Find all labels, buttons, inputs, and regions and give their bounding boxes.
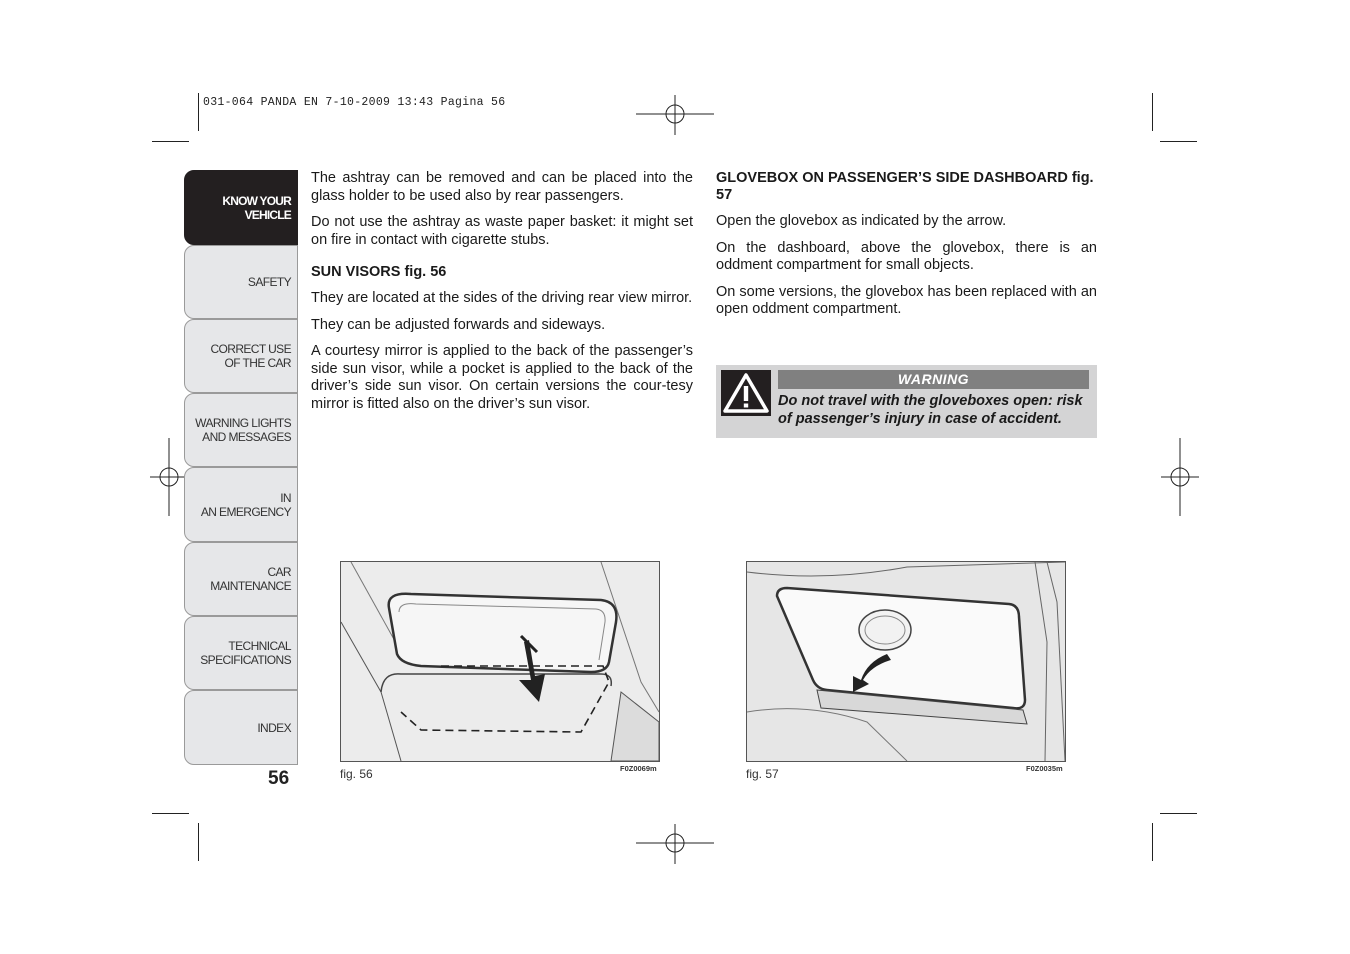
warning-triangle-icon (721, 370, 771, 416)
registration-mark-icon (636, 95, 714, 135)
tab-know-your-vehicle[interactable] (184, 170, 298, 245)
tab-label: CORRECT USE OF THE CAR (210, 342, 291, 370)
section-heading: GLOVEBOX ON PASSENGER’S SIDE DASHBOARD fig. 57 (716, 170, 1094, 203)
tab-in-an-emergency[interactable] (184, 467, 298, 542)
tab-safety[interactable] (184, 245, 298, 319)
tab-label: TECHNICAL SPECIFICATIONS (200, 639, 291, 667)
warning-box (716, 365, 1097, 438)
crop-mark (1160, 141, 1197, 142)
tab-label: SAFETY (247, 275, 291, 289)
crop-mark (1152, 823, 1153, 861)
figure-caption: fig. 56 (340, 767, 373, 781)
crop-mark (198, 823, 199, 861)
page-number: 56 (268, 768, 290, 789)
glovebox-illustration-icon (746, 561, 1066, 762)
warning-title: WARNING (778, 370, 1089, 389)
crop-mark (1160, 813, 1197, 814)
tab-label: INDEX (257, 720, 291, 735)
figure-code: F0Z0035m (1026, 764, 1063, 773)
tab-label: CAR MAINTENANCE (210, 565, 291, 593)
tab-technical-specifications[interactable] (184, 616, 298, 690)
tab-correct-use[interactable] (184, 319, 298, 393)
paragraph: Do not use the ashtray as waste paper basket: it might set on fire in contact with cigarette stubs. (311, 214, 693, 248)
tab-label: KNOW YOUR VEHICLE (222, 193, 291, 222)
crop-mark (152, 813, 189, 814)
tab-label: WARNING LIGHTS AND MESSAGES (195, 416, 291, 444)
paragraph: On the dashboard, above the glovebox, there is an oddment compartment for small objects. (716, 239, 1097, 273)
paragraph: They can be adjusted forwards and sideways. (311, 316, 606, 333)
paragraph: They are located at the sides of the driving rear view mirror. (311, 290, 693, 306)
print-header: 031-064 PANDA EN 7-10-2009 13:43 Pagina 56 (203, 96, 506, 109)
left-column (311, 170, 693, 422)
crop-mark (1152, 93, 1153, 131)
figure-caption: fig. 57 (746, 767, 779, 781)
section-heading: SUN VISORS fig. 56 (311, 264, 447, 280)
tab-label: IN AN EMERGENCY (200, 490, 291, 519)
tab-index[interactable] (184, 690, 298, 765)
warning-text: Do not travel with the gloveboxes open: risk of passenger’s injury in case of accident. (778, 393, 1083, 427)
sun-visor-illustration-icon (340, 561, 660, 762)
right-column (716, 170, 1097, 328)
tab-car-maintenance[interactable] (184, 542, 298, 616)
tab-warning-lights[interactable] (184, 393, 298, 467)
paragraph: A courtesy mirror is applied to the back of the passenger’s side sun visor, while a pocket is applied to the back of the driver’s side sun visor. On certain versions the cour-tesy mirror is fitted also on the driver’s sun visor. (311, 343, 693, 412)
paragraph: On some versions, the glovebox has been replaced with an open oddment compartment. (716, 283, 1097, 317)
registration-mark-icon (636, 824, 714, 864)
registration-mark-icon (1161, 438, 1199, 516)
paragraph: Open the glovebox as indicated by the arrow. (716, 213, 1007, 229)
crop-mark (152, 141, 189, 142)
paragraph: The ashtray can be removed and can be placed into the glass holder to be used also by rear passengers. (311, 170, 693, 204)
registration-mark-icon (150, 438, 188, 516)
crop-mark (198, 93, 199, 131)
figure-code: F0Z0069m (620, 764, 657, 773)
